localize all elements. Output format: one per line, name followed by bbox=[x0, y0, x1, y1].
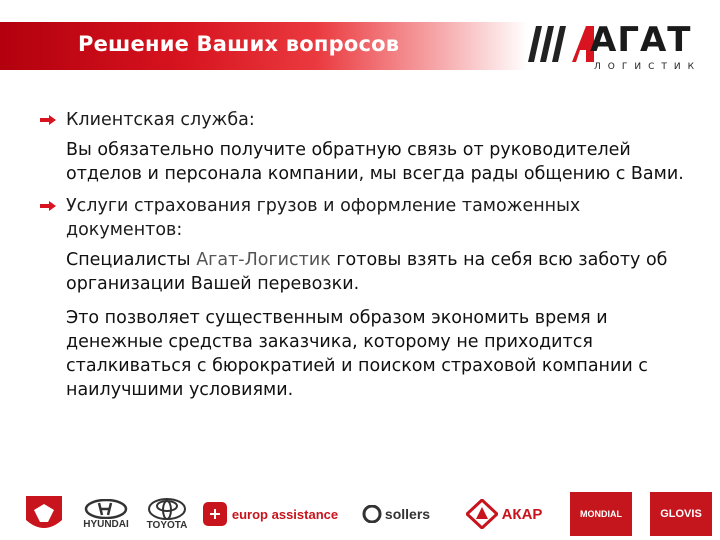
bullet-client-service bbox=[40, 108, 690, 132]
paragraph-text: готовы взять на себя всю заботу об организации Вашей перевозки. bbox=[66, 250, 668, 294]
akar-label: АКАР bbox=[501, 505, 543, 523]
sollers-logo bbox=[354, 492, 438, 536]
toyota-label: TOYOTA bbox=[146, 519, 188, 531]
gaz-deer-icon bbox=[22, 492, 66, 536]
slide-header bbox=[0, 22, 720, 78]
sollers-label: sollers bbox=[384, 506, 431, 522]
toyota-emblem-icon bbox=[147, 498, 187, 520]
sollers-emblem-icon bbox=[362, 505, 382, 523]
akar-logo bbox=[450, 492, 558, 536]
paragraph: Вы обязательно получите обратную связь от руководителей отделов и персонала компании, мы всегда рады общению с Вами. bbox=[66, 140, 684, 184]
hyundai-label: HYUNDAI bbox=[83, 518, 129, 530]
hyundai-emblem-icon bbox=[84, 499, 128, 519]
section-heading: Услуги страхования грузов и оформление таможенных документов: bbox=[66, 196, 581, 240]
paragraph: Это позволяет существенным образом экономить время и денежные средства заказчика, которому не приходится сталкиваться с бюрократией и поиском страховой компании с наилучшими условиями. bbox=[66, 308, 648, 400]
partner-logos bbox=[0, 492, 720, 538]
agat-logo bbox=[528, 22, 718, 78]
paragraph bbox=[40, 248, 690, 296]
hyundai-logo bbox=[74, 492, 138, 536]
europ-emblem-icon bbox=[202, 501, 228, 527]
akar-emblem-icon bbox=[466, 499, 498, 529]
title-band bbox=[0, 22, 528, 70]
glovis-label: GLOVIS bbox=[660, 508, 702, 520]
logo-wordmark: АГАТ bbox=[590, 20, 692, 60]
paragraph-text: Специалисты bbox=[66, 250, 197, 270]
main-content bbox=[40, 108, 690, 402]
logo-subtitle: ЛОГИСТИК bbox=[594, 62, 701, 72]
europ-assistance-logo bbox=[200, 492, 340, 536]
mondial-logo bbox=[570, 492, 632, 536]
brand-name: Агат-Логистик bbox=[196, 250, 331, 270]
mondial-label: MONDIAL bbox=[580, 509, 622, 519]
europ-label: europ assistance bbox=[231, 506, 339, 522]
arrow-bullet-icon bbox=[40, 115, 56, 125]
toyota-logo bbox=[142, 492, 192, 536]
section-heading: Клиентская служба: bbox=[66, 110, 255, 130]
glovis-logo bbox=[650, 492, 712, 536]
slide-title: Решение Ваших вопросов bbox=[78, 32, 400, 56]
bullet-insurance bbox=[40, 194, 690, 242]
arrow-bullet-icon bbox=[40, 201, 56, 211]
